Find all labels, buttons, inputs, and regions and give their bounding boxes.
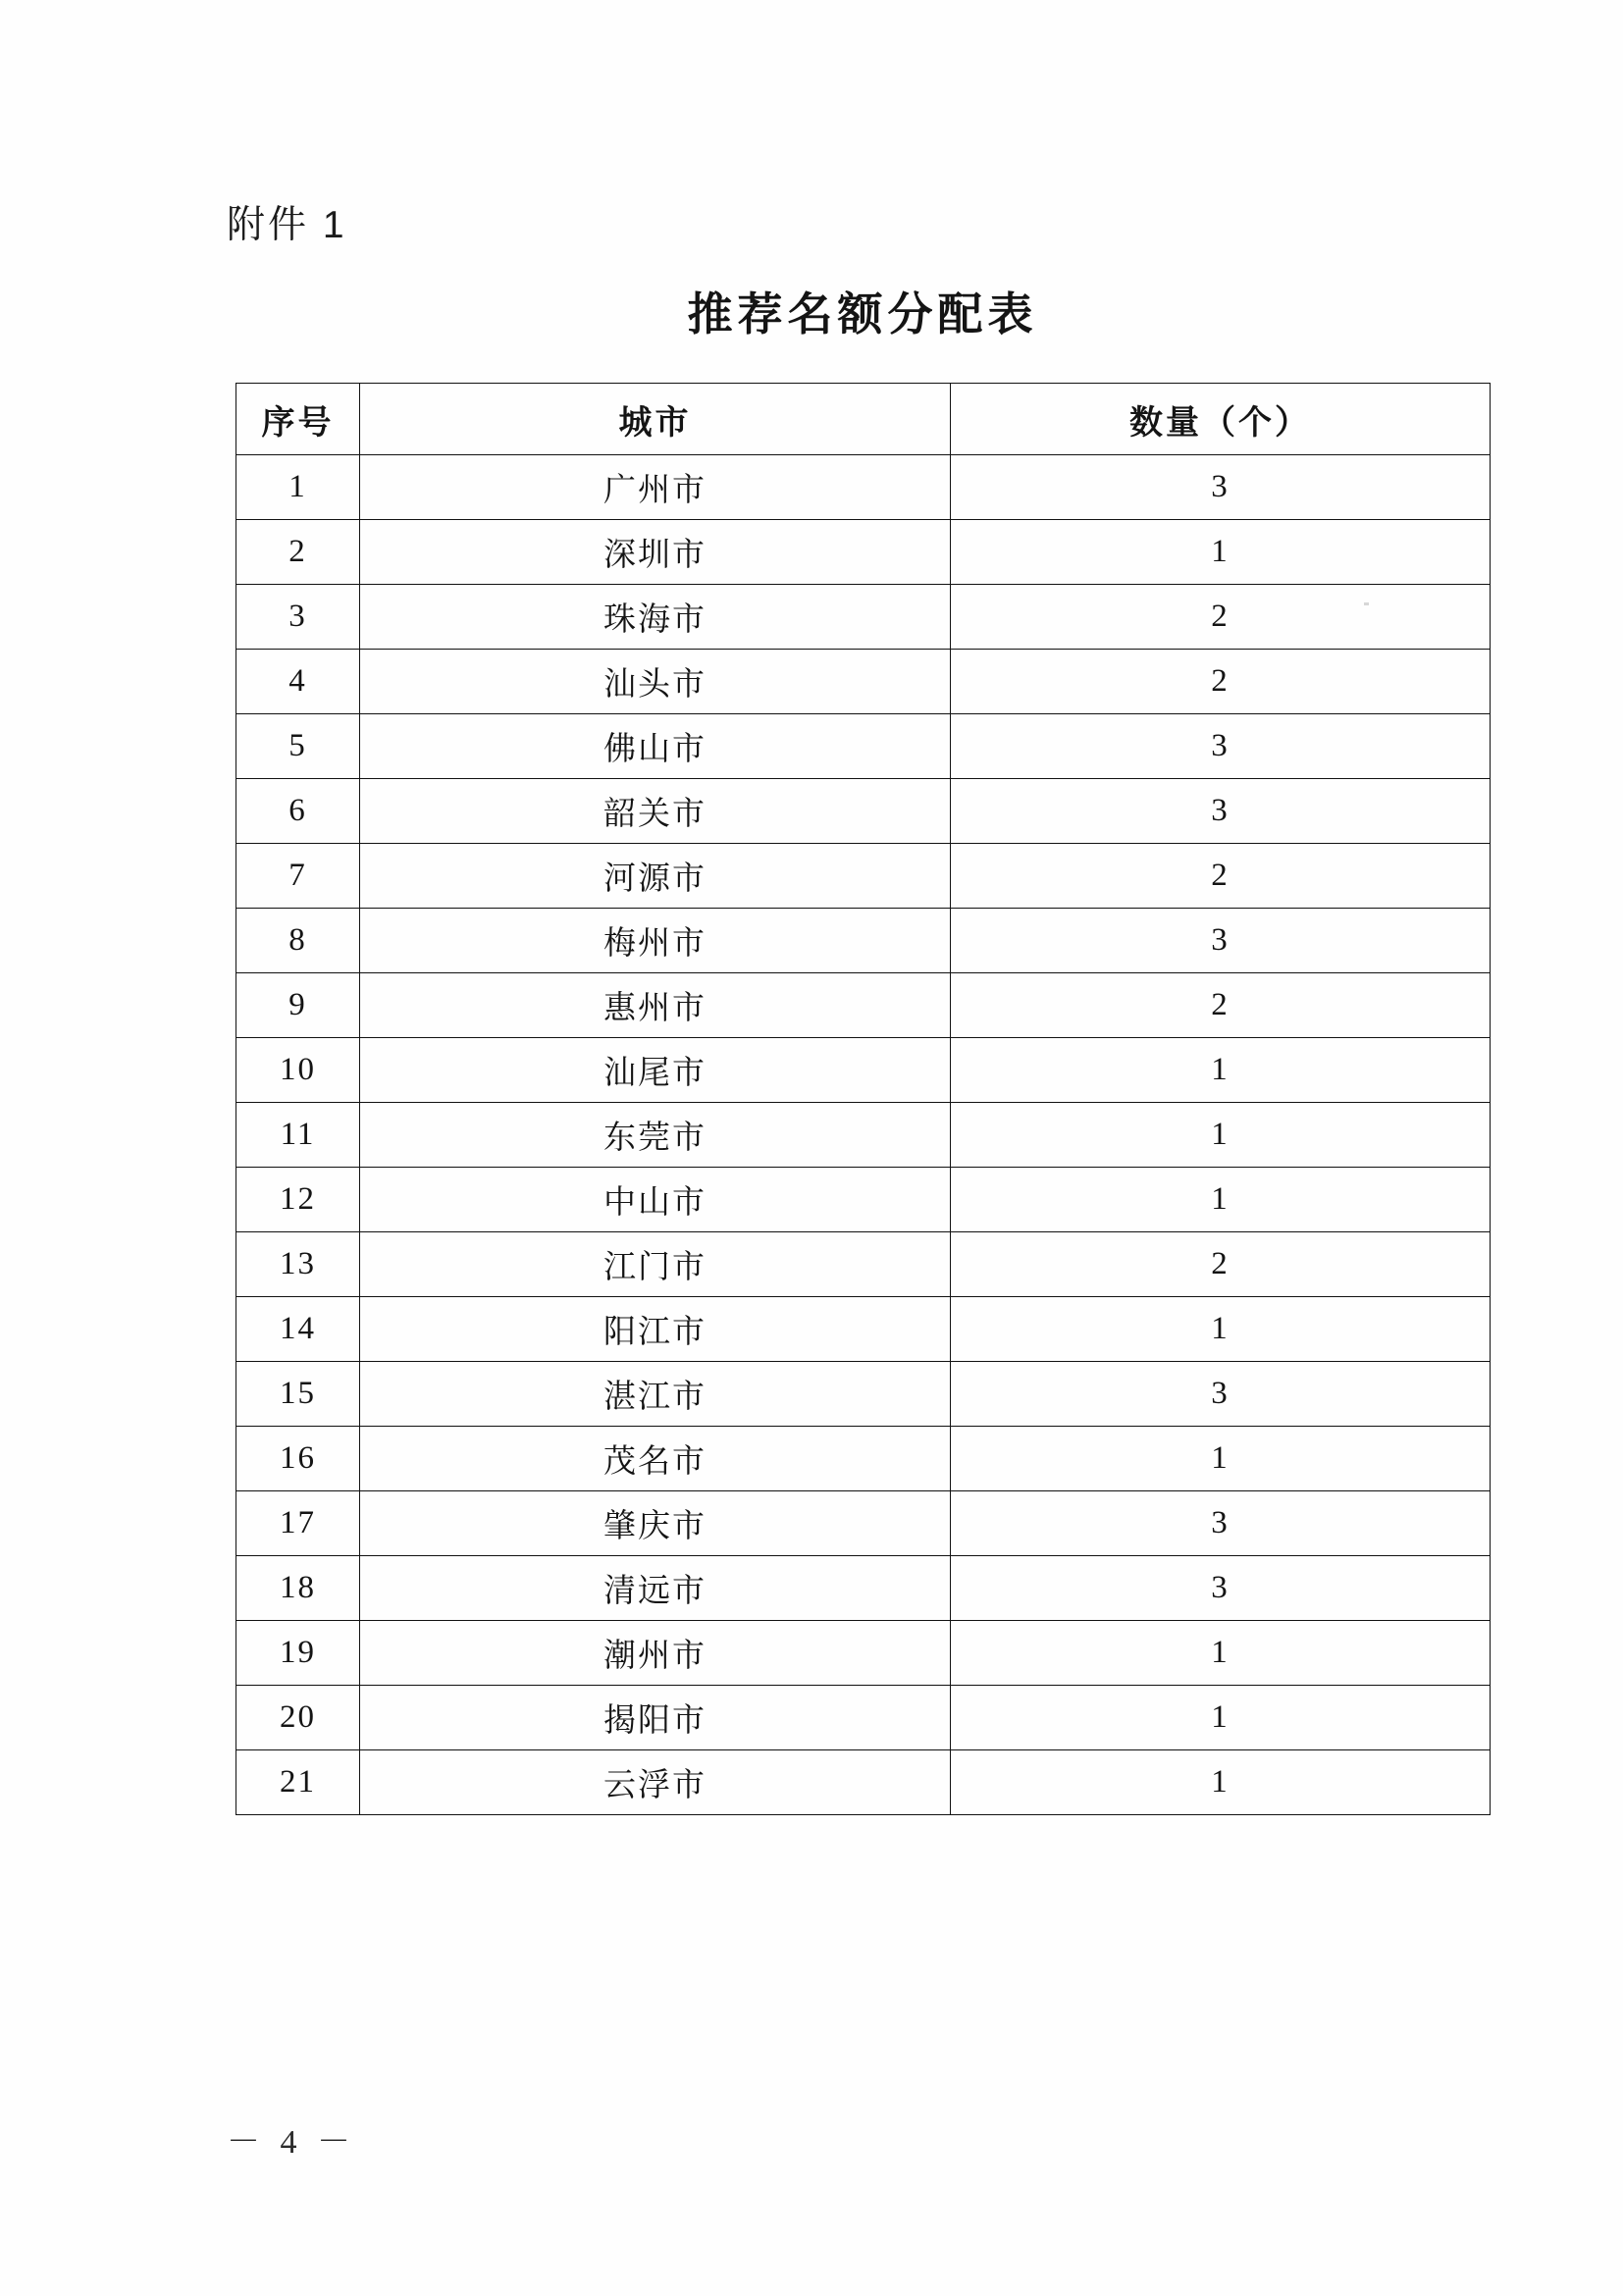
cell-index: 15 [236,1362,360,1427]
cell-count: 1 [951,1750,1491,1815]
table-row [236,1427,1491,1491]
column-header-index: 序号 [236,384,360,455]
cell-count: 2 [951,1232,1491,1297]
cell-city: 汕头市 [360,650,951,714]
cell-city: 东莞市 [360,1103,951,1168]
quota-allocation-table [236,383,1491,1815]
cell-index: 4 [236,650,360,714]
table-row [236,650,1491,714]
table-body [236,455,1491,1815]
table-row [236,973,1491,1038]
cell-index: 21 [236,1750,360,1815]
column-header-city: 城市 [360,384,951,455]
cell-index: 20 [236,1686,360,1750]
cell-count: 2 [951,844,1491,909]
cell-count: 1 [951,1297,1491,1362]
cell-count: 1 [951,520,1491,585]
table-row [236,1686,1491,1750]
table-header [236,384,1491,455]
attachment-label: 附件 1 [227,204,347,246]
cell-count: 3 [951,1491,1491,1556]
cell-city: 云浮市 [360,1750,951,1815]
cell-index: 14 [236,1297,360,1362]
cell-city: 惠州市 [360,973,951,1038]
cell-city: 广州市 [360,455,951,520]
cell-count: 1 [951,1427,1491,1491]
cell-count: 1 [951,1168,1491,1232]
column-header-count: 数量（个） [951,384,1491,455]
cell-count: 3 [951,779,1491,844]
cell-count: 1 [951,1103,1491,1168]
table-row [236,1556,1491,1621]
table-row [236,1297,1491,1362]
cell-city: 清远市 [360,1556,951,1621]
cell-city: 佛山市 [360,714,951,779]
cell-count: 2 [951,585,1491,650]
table-row [236,1750,1491,1815]
cell-count: 2 [951,973,1491,1038]
cell-city: 河源市 [360,844,951,909]
cell-city: 湛江市 [360,1362,951,1427]
table-row [236,1232,1491,1297]
table-row [236,779,1491,844]
cell-count: 2 [951,650,1491,714]
cell-index: 19 [236,1621,360,1686]
cell-city: 梅州市 [360,909,951,973]
cell-count: 3 [951,714,1491,779]
cell-count: 1 [951,1621,1491,1686]
table-row [236,1038,1491,1103]
cell-index: 12 [236,1168,360,1232]
cell-index: 10 [236,1038,360,1103]
cell-city: 江门市 [360,1232,951,1297]
cell-index: 3 [236,585,360,650]
cell-index: 17 [236,1491,360,1556]
table-row [236,520,1491,585]
table-row [236,1168,1491,1232]
table-row [236,585,1491,650]
cell-count: 3 [951,1362,1491,1427]
page-title: 推荐名额分配表 [687,289,1038,339]
cell-count: 3 [951,909,1491,973]
cell-city: 肇庆市 [360,1491,951,1556]
cell-count: 1 [951,1686,1491,1750]
cell-city: 中山市 [360,1168,951,1232]
cell-index: 5 [236,714,360,779]
cell-index: 11 [236,1103,360,1168]
cell-index: 7 [236,844,360,909]
table-row [236,455,1491,520]
cell-index: 8 [236,909,360,973]
table-row [236,909,1491,973]
cell-city: 茂名市 [360,1427,951,1491]
cell-count: 1 [951,1038,1491,1103]
table-header-row [236,384,1491,455]
cell-index: 16 [236,1427,360,1491]
cell-city: 揭阳市 [360,1686,951,1750]
cell-city: 阳江市 [360,1297,951,1362]
page-number-footer: － 4 － [227,2124,356,2161]
cell-city: 潮州市 [360,1621,951,1686]
cell-index: 1 [236,455,360,520]
table-row [236,1103,1491,1168]
cell-city: 汕尾市 [360,1038,951,1103]
cell-city: 韶关市 [360,779,951,844]
table-row [236,844,1491,909]
cell-index: 13 [236,1232,360,1297]
cell-index: 6 [236,779,360,844]
cell-city: 深圳市 [360,520,951,585]
cell-index: 9 [236,973,360,1038]
cell-count: 3 [951,1556,1491,1621]
table-row [236,714,1491,779]
cell-city: 珠海市 [360,585,951,650]
table-row [236,1362,1491,1427]
cell-index: 18 [236,1556,360,1621]
table-row [236,1491,1491,1556]
table-row [236,1621,1491,1686]
cell-index: 2 [236,520,360,585]
cell-count: 3 [951,455,1491,520]
